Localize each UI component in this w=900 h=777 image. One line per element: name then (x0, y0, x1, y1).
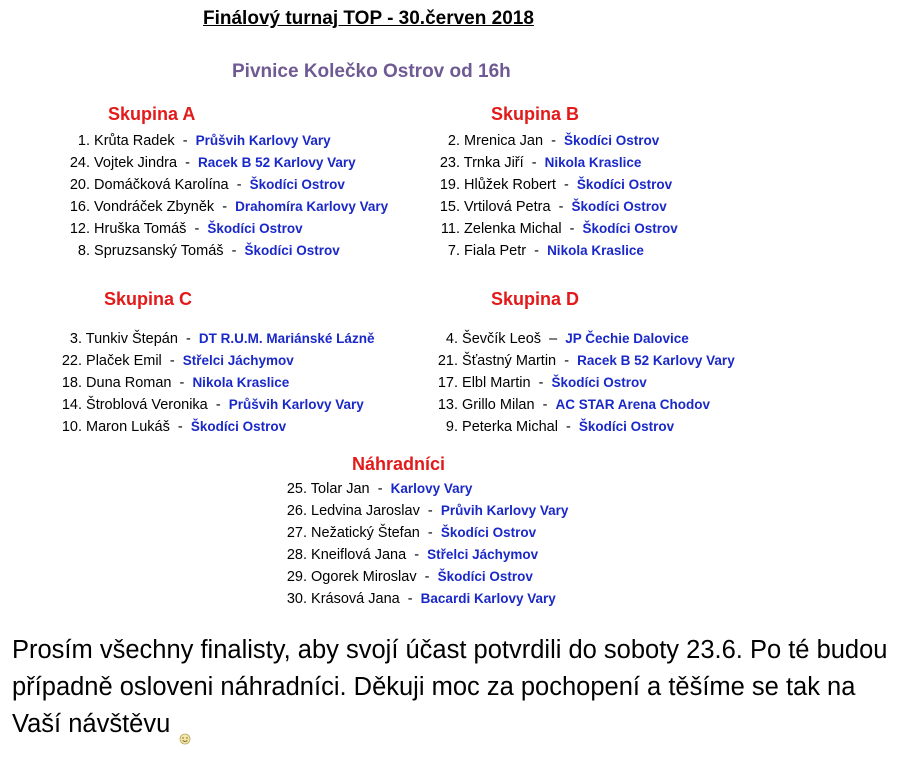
separator: - (179, 375, 185, 391)
player-row (52, 130, 388, 152)
player-club: Průšvih Karlovy Vary (228, 397, 364, 412)
player-name: Mrenica Jan (464, 133, 544, 149)
player-club: Škodíci Ostrov (207, 221, 303, 236)
player-name: Krásová Jana (311, 591, 400, 607)
player-name: Krůta Radek (94, 133, 175, 149)
player-name: Spruzsanský Tomáš (94, 243, 224, 259)
player-club: Nikola Kraslice (544, 155, 642, 170)
player-club: JP Čechie Dalovice (565, 331, 689, 346)
player-row (52, 174, 388, 196)
player-name: Kneiflová Jana (311, 547, 407, 563)
substitutes-title: Náhradníci (352, 454, 446, 474)
player-row (270, 522, 568, 544)
player-seed: 11. (440, 221, 460, 237)
player-row (52, 196, 388, 218)
separator: - (177, 419, 183, 435)
player-seed: 1. (77, 133, 90, 149)
player-name: Tolar Jan (310, 481, 370, 497)
player-club: Bacardi Karlovy Vary (420, 591, 556, 606)
group-a-list (52, 130, 388, 262)
player-seed: 27. (286, 525, 307, 541)
player-row (420, 218, 678, 240)
separator: - (427, 503, 433, 519)
player-name: Maron Lukáš (86, 419, 170, 435)
group-d-title: Skupina D (491, 289, 580, 309)
player-club: Škodíci Ostrov (571, 199, 667, 214)
player-row (270, 566, 568, 588)
separator: - (377, 481, 383, 497)
player-seed: 4. (445, 331, 458, 347)
separator: - (558, 199, 564, 215)
player-seed: 17. (437, 375, 458, 391)
player-name: Hlůžek Robert (464, 177, 556, 193)
player-row (420, 394, 735, 416)
group-c-title: Skupina C (104, 289, 193, 309)
player-name: Elbl Martin (462, 375, 531, 391)
player-club: Škodíci Ostrov (437, 569, 533, 584)
player-name: Fiala Petr (464, 243, 527, 259)
player-name: Domáčková Karolína (94, 177, 229, 193)
group-d-list (420, 328, 735, 438)
player-row (270, 588, 568, 610)
player-club: Průšvih Karlovy Vary (195, 133, 331, 148)
player-name: Vrtilová Petra (464, 199, 551, 215)
player-row (420, 372, 735, 394)
separator: - (563, 177, 569, 193)
player-name: Ledvina Jaroslav (311, 503, 420, 519)
player-row (420, 416, 735, 438)
separator: - (569, 221, 575, 237)
player-name: Zelenka Michal (464, 221, 562, 237)
player-seed: 13. (437, 397, 458, 413)
player-seed: 25. (286, 481, 307, 497)
player-row (420, 174, 678, 196)
player-name: Nežatický Štefan (311, 525, 420, 541)
player-name: Ševčík Leoš (462, 331, 542, 347)
separator: - (551, 133, 556, 149)
group-c-list (48, 328, 374, 438)
separator: - (564, 353, 570, 369)
substitutes-list (270, 478, 568, 610)
player-row (420, 152, 678, 174)
separator: - (414, 547, 420, 563)
player-club: Škodíci Ostrov (440, 525, 537, 540)
player-seed: 29. (286, 569, 307, 585)
player-club: Škodíci Ostrov (563, 133, 660, 148)
separator: - (538, 375, 544, 391)
player-seed: 8. (77, 243, 90, 259)
player-seed: 14. (61, 397, 82, 413)
player-seed: 7. (447, 243, 460, 259)
player-name: Plaček Emil (86, 353, 162, 369)
confirmation-note-text: Prosím všechny finalisty, aby svojí účast potvrdili do soboty 23.6. Po té budou případně osloveni náhradníci. Děkuji moc za pochopení a těšíme se tak na Vaší návštěvu (12, 636, 888, 738)
separator: - (407, 591, 413, 607)
player-row (48, 372, 374, 394)
separator: - (427, 525, 433, 541)
separator: - (169, 353, 175, 369)
smile-emoji-icon (178, 719, 192, 731)
player-club: Střelci Jáchymov (182, 353, 294, 368)
player-club: Racek B 52 Karlovy Vary (577, 353, 735, 368)
player-row (420, 350, 735, 372)
player-club: Nikola Kraslice (192, 375, 290, 390)
player-seed: 18. (61, 375, 82, 391)
player-seed: 3. (69, 331, 82, 347)
separator: - (531, 155, 537, 171)
separator: - (185, 155, 190, 171)
separator: - (222, 199, 228, 215)
player-seed: 21. (437, 353, 458, 369)
player-row (420, 328, 735, 350)
player-club: Škodíci Ostrov (582, 221, 678, 236)
separator: - (194, 221, 200, 237)
player-seed: 19. (439, 177, 460, 193)
player-row (48, 394, 374, 416)
player-name: Trnka Jiří (463, 155, 524, 171)
player-club: AC STAR Arena Chodov (555, 397, 711, 412)
player-row (48, 350, 374, 372)
player-club: Škodíci Ostrov (249, 177, 345, 192)
player-club: DT R.U.M. Mariánské Lázně (198, 331, 375, 346)
separator: - (215, 397, 221, 413)
player-seed: 22. (61, 353, 82, 369)
document-title: Finálový turnaj TOP - 30.červen 2018 (203, 8, 534, 29)
player-row (270, 500, 568, 522)
group-b-list (420, 130, 678, 262)
separator: - (186, 331, 191, 347)
player-name: Ogorek Miroslav (311, 569, 417, 585)
separator: - (566, 419, 571, 435)
player-name: Duna Roman (86, 375, 172, 391)
player-row (52, 152, 388, 174)
player-club: Škodíci Ostrov (551, 375, 647, 390)
player-club: Racek B 52 Karlovy Vary (198, 155, 356, 170)
player-row (48, 328, 374, 350)
confirmation-note (12, 632, 892, 743)
player-seed: 10. (61, 419, 82, 435)
player-name: Grillo Milan (462, 397, 535, 413)
player-seed: 23. (439, 155, 460, 171)
player-name: Peterka Michal (462, 419, 558, 435)
player-row (420, 240, 678, 262)
player-row (270, 478, 568, 500)
separator: - (236, 177, 242, 193)
player-club: Karlovy Vary (390, 481, 473, 496)
player-seed: 15. (439, 199, 460, 215)
player-seed: 24. (69, 155, 90, 171)
separator: - (534, 243, 539, 259)
separator: - (231, 243, 237, 259)
player-row (52, 218, 388, 240)
player-row (270, 544, 568, 566)
player-club: Škodíci Ostrov (578, 419, 675, 434)
player-club: Škodíci Ostrov (190, 419, 287, 434)
group-a-title: Skupina A (108, 104, 196, 124)
player-name: Štroblová Veronika (86, 397, 208, 413)
player-seed: 9. (445, 419, 458, 435)
player-club: Nikola Kraslice (547, 243, 644, 258)
player-row (48, 416, 374, 438)
player-name: Tunkiv Štepán (85, 331, 178, 347)
group-b-title: Skupina B (491, 104, 580, 124)
player-name: Šťastný Martin (462, 353, 557, 369)
player-club: Průvih Karlovy Vary (440, 503, 569, 518)
separator: - (542, 397, 548, 413)
separator: - (182, 133, 188, 149)
separator: - (424, 569, 430, 585)
player-seed: 30. (286, 591, 307, 607)
player-row (52, 240, 388, 262)
player-seed: 28. (286, 547, 307, 563)
player-name: Hruška Tomáš (94, 221, 187, 237)
player-row (420, 130, 678, 152)
player-seed: 12. (69, 221, 90, 237)
player-club: Škodíci Ostrov (244, 243, 340, 258)
player-row (420, 196, 678, 218)
player-seed: 20. (69, 177, 90, 193)
player-name: Vojtek Jindra (94, 155, 178, 171)
player-club: Škodíci Ostrov (576, 177, 673, 192)
venue-subtitle: Pivnice Kolečko Ostrov od 16h (232, 61, 511, 82)
player-club: Drahomíra Karlovy Vary (235, 199, 389, 214)
player-seed: 26. (286, 503, 307, 519)
player-seed: 16. (69, 199, 90, 215)
player-seed: 2. (447, 133, 460, 149)
player-club: Střelci Jáchymov (427, 547, 539, 562)
separator: – (549, 331, 558, 347)
player-name: Vondráček Zbyněk (94, 199, 215, 215)
